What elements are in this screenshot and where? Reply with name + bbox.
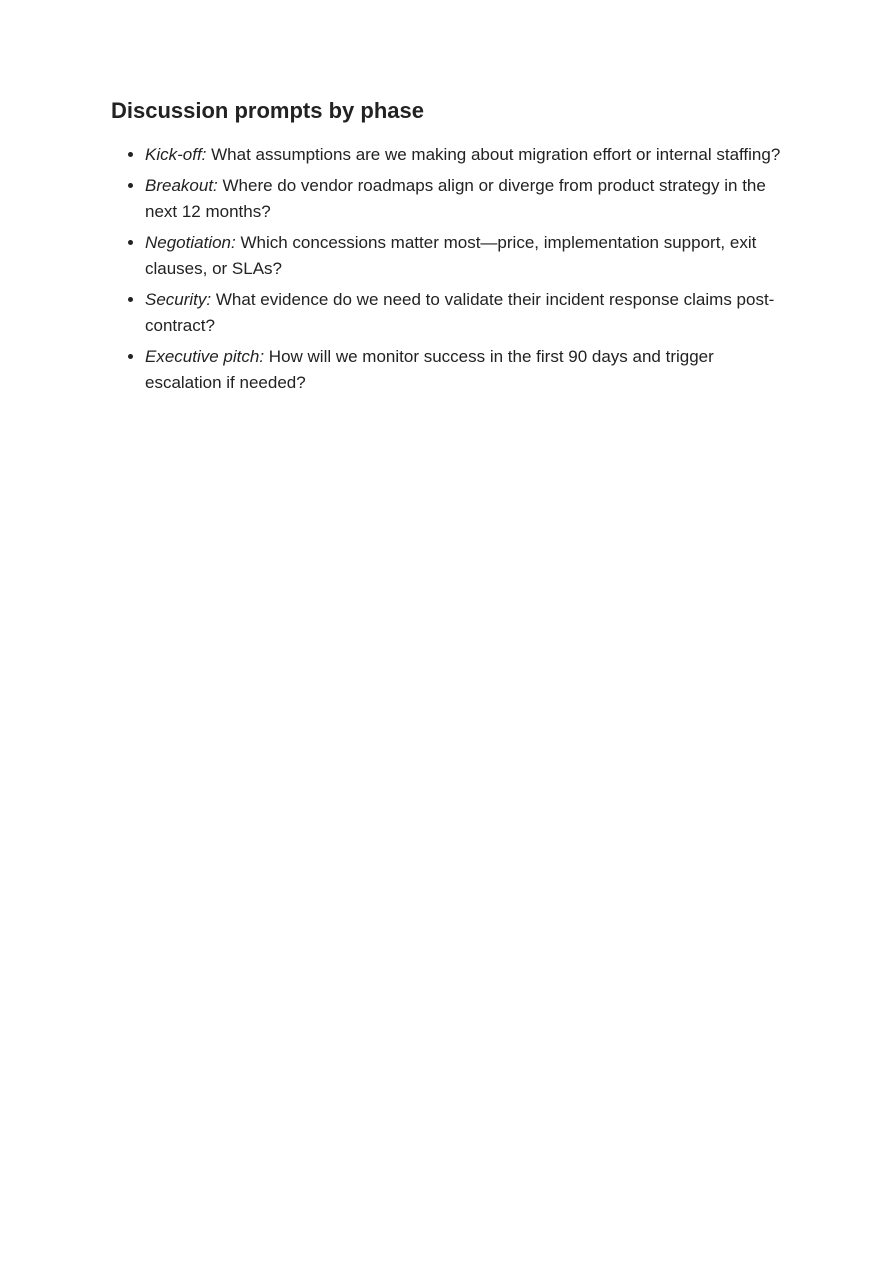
prompt-text: Where do vendor roadmaps align or diverge from product strategy in the next 12 months? xyxy=(145,176,766,221)
phase-label: Breakout: xyxy=(145,176,218,195)
list-item-breakout xyxy=(145,173,791,225)
list-item-negotiation xyxy=(145,230,791,282)
prompt-text: How will we monitor success in the first 90 days and trigger escalation if needed? xyxy=(145,347,714,392)
discussion-prompt-list xyxy=(111,142,791,396)
document-page xyxy=(111,95,791,401)
phase-label: Kick-off: xyxy=(145,145,207,164)
phase-label: Negotiation: xyxy=(145,233,236,252)
section-heading: Discussion prompts by phase xyxy=(111,98,424,123)
list-item-kick-off xyxy=(145,142,791,168)
prompt-text: What assumptions are we making about migration effort or internal staffing? xyxy=(206,145,781,164)
prompt-text: What evidence do we need to validate their incident response claims post-contract? xyxy=(145,290,775,335)
prompt-text: Which concessions matter most—price, implementation support, exit clauses, or SLAs? xyxy=(145,233,757,278)
list-item-executive-pitch xyxy=(145,344,791,396)
phase-label: Security: xyxy=(145,290,212,309)
list-item-security xyxy=(145,287,791,339)
phase-label: Executive pitch: xyxy=(145,347,265,366)
